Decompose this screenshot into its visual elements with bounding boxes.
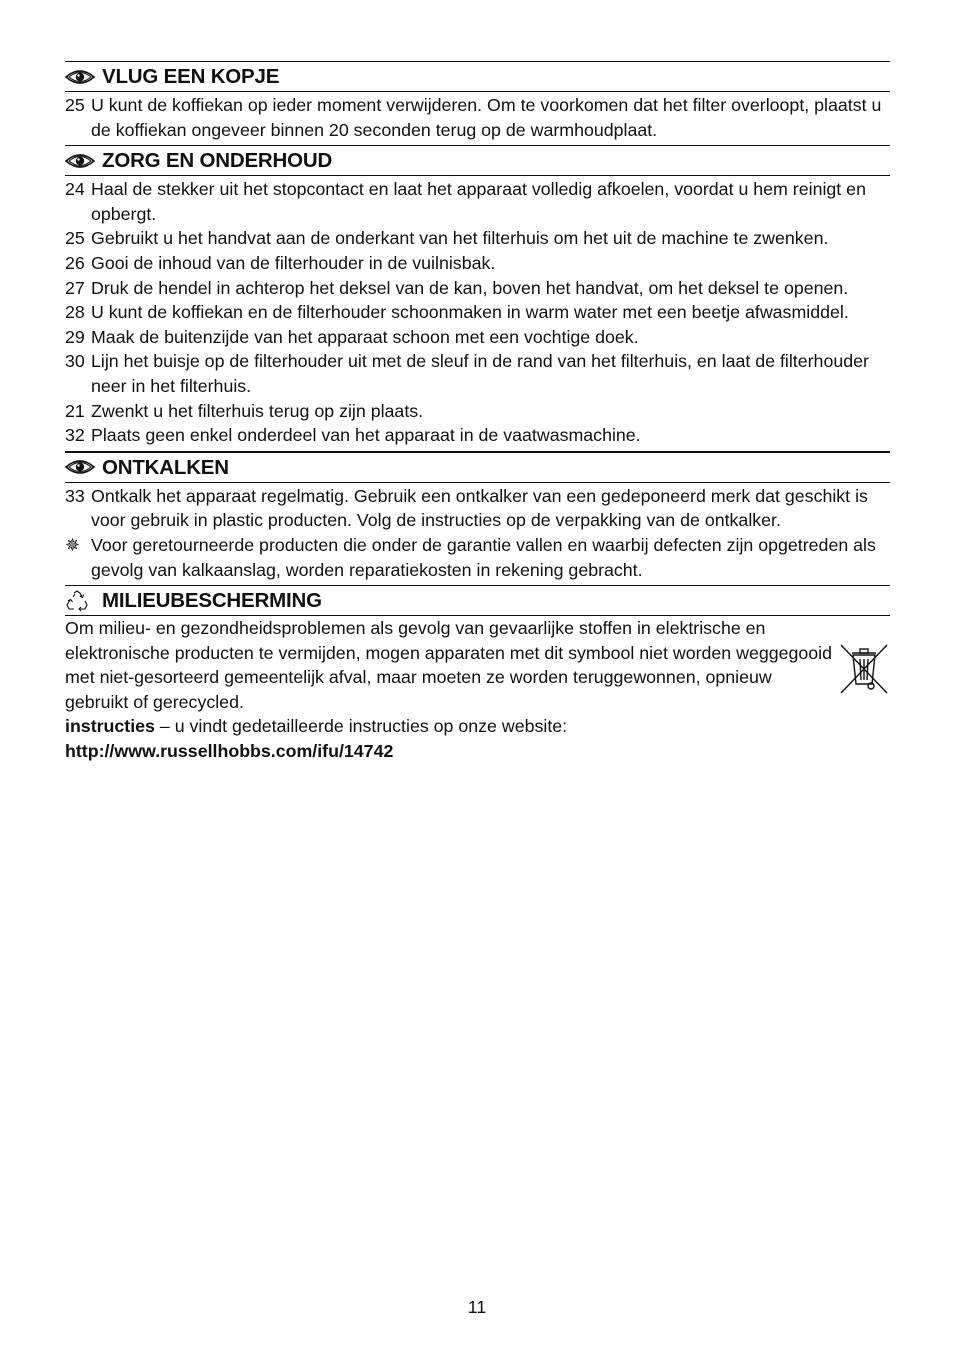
section-title: ONTKALKEN bbox=[102, 455, 229, 479]
list-item: 33 Ontkalk het apparaat regelmatig. Gebruik een ontkalker van een gedeponeerd merk dat geschikt is voor gebruik in plastic producten. Volg de instructies op de verpakking van de ontkalker. bbox=[65, 485, 868, 531]
instructions-text: – u vindt gedetailleerde instructies op onze website: bbox=[154, 716, 568, 737]
eye-icon bbox=[65, 456, 95, 478]
section-ontkalken bbox=[65, 451, 890, 585]
document-page bbox=[65, 61, 890, 764]
crossed-out-bin-icon bbox=[838, 642, 890, 696]
section-title: ZORG EN ONDERHOUD bbox=[102, 149, 333, 173]
list-item: 27 Druk de hendel in achterop het deksel van de kan, boven het handvat, om het deksel te openen. bbox=[65, 277, 849, 298]
section-title: MILIEUBESCHERMING bbox=[102, 589, 322, 613]
environment-block bbox=[65, 616, 890, 764]
section-header bbox=[65, 585, 890, 616]
eye-icon bbox=[65, 150, 95, 172]
list-item: 30 Lijn het buisje op de filterhouder uit met de sleuf in de rand van het filterhuis, en laat de filterhouder neer in het filterhuis. bbox=[65, 351, 869, 396]
page-number: 11 bbox=[467, 1297, 487, 1317]
star-icon: ✵ bbox=[65, 534, 80, 555]
section-zorg-en-onderhoud bbox=[65, 145, 890, 451]
environment-paragraph: Om milieu- en gezondheidsproblemen als gevolg van gevaarlijke stoffen in elektrische en elektronische producten te vermijden, mogen apparaten met dit symbool niet worden weggegooid met niet-gesorteerd gemeentelijk afval, maar moeten ze worden teruggewonnen, opnieuw gebruikt of gerecycled. bbox=[65, 618, 833, 712]
list-item: 26 Gooi de inhoud van de filterhouder in de vuilnisbak. bbox=[65, 252, 496, 273]
list-item: 25 U kunt de koffiekan op ieder moment verwijderen. Om te voorkomen dat het filter overloopt, plaatst u de koffiekan ongeveer binnen 20 seconden terug op de warmhoudplaat. bbox=[65, 95, 882, 140]
section-header bbox=[65, 61, 890, 92]
section-header bbox=[65, 145, 890, 176]
section-header bbox=[65, 451, 890, 483]
list-item: 21 Zwenkt u het filterhuis terug op zijn plaats. bbox=[65, 400, 424, 421]
list-item: 24 Haal de stekker uit het stopcontact en laat het apparaat volledig afkoelen, voordat u hem reinigt en opbergt. bbox=[65, 179, 866, 224]
section-milieubescherming bbox=[65, 585, 890, 764]
list-item: 32 Plaats geen enkel onderdeel van het apparaat in de vaatwasmachine. bbox=[65, 425, 641, 446]
section-vlug-een-kopje bbox=[65, 61, 890, 145]
eye-icon bbox=[65, 66, 95, 88]
instructions-label: instructies bbox=[65, 716, 155, 737]
recycle-icon bbox=[65, 590, 95, 612]
list-item: 28 U kunt de koffiekan en de filterhouder schoonmaken in warm water met een beetje afwasmiddel. bbox=[65, 302, 849, 323]
section-title: VLUG EEN KOPJE bbox=[102, 65, 280, 88]
website-link[interactable]: http://www.russellhobbs.com/ifu/14742 bbox=[65, 741, 394, 762]
instructions-line bbox=[65, 714, 890, 739]
list-item-warning: ✵ Voor geretourneerde producten die onder de garantie vallen en waarbij defecten zijn opgetreden als gevolg van kalkaanslag, worden reparatiekosten in rekening gebracht. bbox=[65, 534, 876, 580]
list-item: 25 Gebruikt u het handvat aan de onderkant van het filterhuis om het uit de machine te zwenken. bbox=[65, 228, 829, 249]
list-item: 29 Maak de buitenzijde van het apparaat schoon met een vochtige doek. bbox=[65, 326, 639, 347]
